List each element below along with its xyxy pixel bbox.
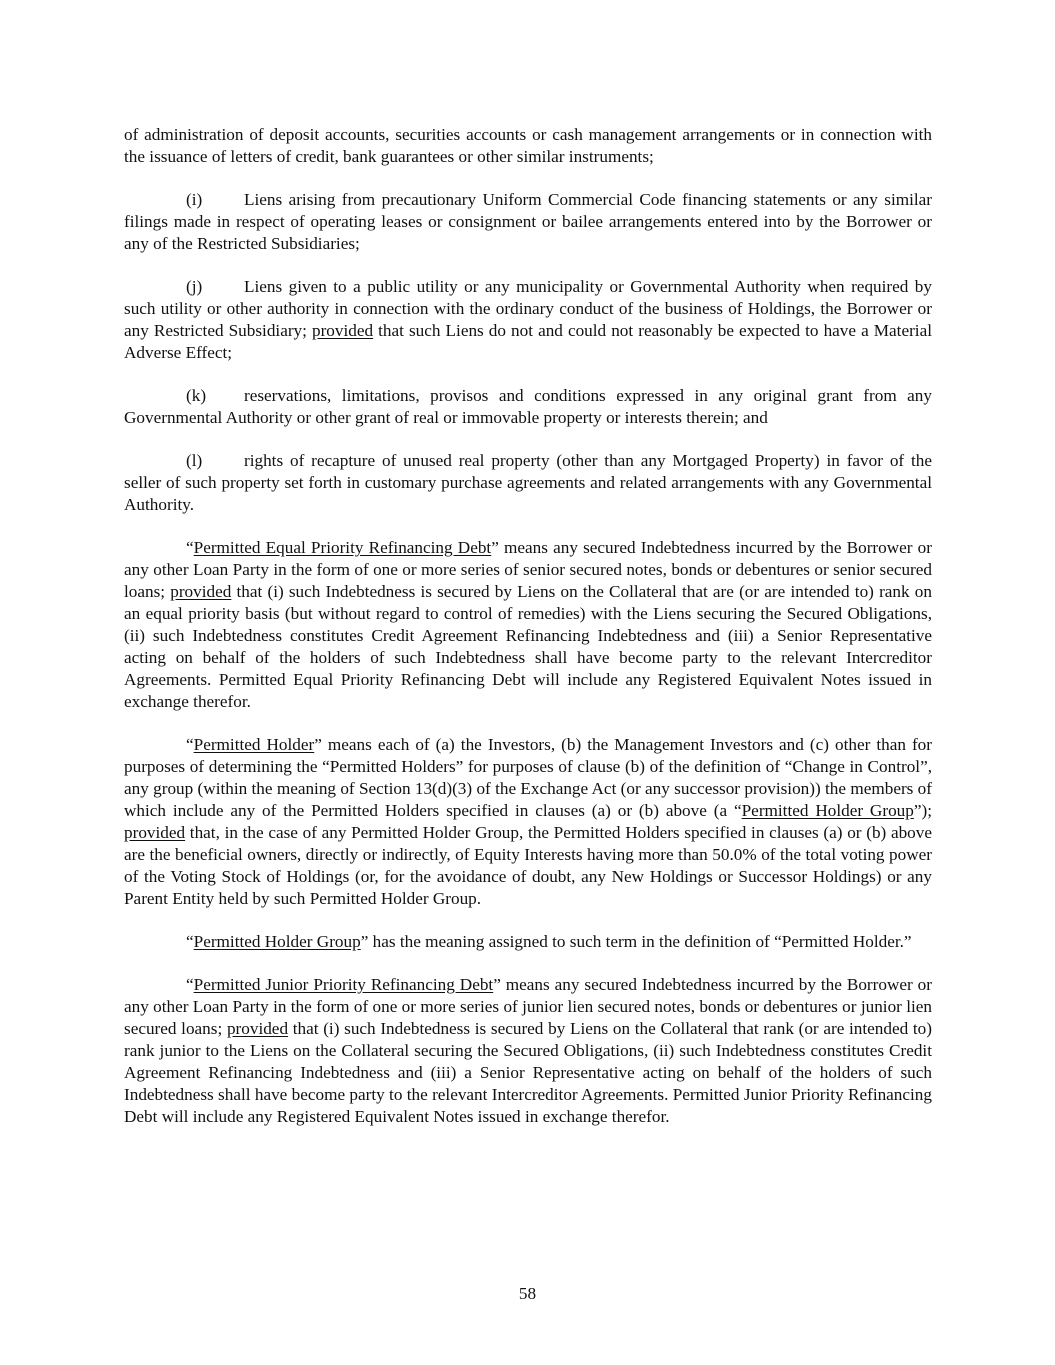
open-quote: “ xyxy=(186,735,194,754)
definition-equal-priority-refinancing-debt xyxy=(124,537,932,713)
clause-k-text: reservations, limitations, provisos and conditions expressed in any original grant from any Governmental Authority or other grant of real or immovable property or interests therein; and xyxy=(124,386,932,427)
clause-l xyxy=(124,450,932,516)
clause-l-number: (l) xyxy=(186,451,203,470)
definition-permitted-holder-group xyxy=(124,931,932,953)
clause-i-text: Liens arising from precautionary Uniform Commercial Code financing statements or any similar filings made in respect of operating leases or consignment or bailee arrangements entered into by the Borrower or any of the Restricted Subsidiaries; xyxy=(124,190,932,253)
clause-k xyxy=(124,385,932,429)
clause-i xyxy=(124,189,932,255)
clause-j-text-2: that such Liens do not and could not reasonably be expected to have a Material Adverse Effect; xyxy=(124,321,932,362)
provided-term: provided xyxy=(124,823,186,842)
open-quote: “ xyxy=(186,975,194,994)
document-page xyxy=(124,124,932,1149)
page-number: 58 xyxy=(518,1284,537,1303)
clause-j xyxy=(124,276,932,364)
definition-text-2: that (i) such Indebtedness is secured by Liens on the Collateral that are (or are intended to) rank on an equal priority basis (but without regard to control of remedies) with the Liens securing the Secured Obligations, (ii) such Indebtedness constitutes Credit Agreement Refinancing Indebtedness and (iii) a Senior Representative acting on behalf of the holders of such Indebtedness shall have become party to the relevant Intercreditor Agreements. Permitted Equal Priority Refinancing Debt will include any Registered Equivalent Notes issued in exchange therefor. xyxy=(124,582,932,711)
definition-text-1: ” means each of (a) the Investors, (b) the Management Investors and (c) other than for purposes of determining the “Permitted Holders” for purposes of clause (b) of the definition of “Change in Control”, any group (within the meaning of Section 13(d)(3) of the Exchange Act (or any successor provision)) the members of which include any of the Permitted Holders specified in clauses (a) or (b) above (a “ xyxy=(124,735,932,820)
open-quote: “ xyxy=(186,538,194,557)
definition-junior-priority-refinancing-debt xyxy=(124,974,932,1128)
defined-term: Permitted Holder Group xyxy=(193,932,361,951)
continuation-paragraph xyxy=(124,124,932,168)
open-quote: “ xyxy=(186,932,194,951)
clause-j-text-1: Liens given to a public utility or any municipality or Governmental Authority when required by such utility or other authority in connection with the ordinary conduct of the business of Holdings, the Borrower or any Restricted Subsidiary; xyxy=(124,277,932,340)
definition-permitted-holder xyxy=(124,734,932,910)
definition-text-1: ” has the meaning assigned to such term in the definition of “Permitted Holder.” xyxy=(360,932,912,951)
defined-term: Permitted Equal Priority Refinancing Debt xyxy=(193,538,492,557)
definition-text-2: that (i) such Indebtedness is secured by Liens on the Collateral that rank (or are intended to) rank junior to the Liens on the Collateral securing the Secured Obligations, (ii) such Indebtedness constitutes Credit Agreement Refinancing Indebtedness and (iii) a Senior Representative acting on behalf of the holders of such Indebtedness shall have become party to the relevant Intercreditor Agreements. Permitted Junior Priority Refinancing Debt will include any Registered Equivalent Notes issued in exchange therefor. xyxy=(124,1019,932,1126)
defined-term: Permitted Holder xyxy=(193,735,315,754)
definition-text-2: ”); xyxy=(913,801,932,820)
provided-term: provided xyxy=(226,1019,289,1038)
definition-text-3: that, in the case of any Permitted Holder Group, the Permitted Holders specified in clauses (a) or (b) above are the beneficial owners, directly or indirectly, of Equity Interests having more than 50.0% of the total voting power of the Voting Stock of Holdings (or, for the avoidance of doubt, any New Holdings or Successor Holdings) or any Parent Entity held by such Permitted Holder Group. xyxy=(124,823,932,908)
defined-term: Permitted Junior Priority Refinancing Debt xyxy=(193,975,494,994)
definition-text-1: ” means any secured Indebtedness incurred by the Borrower or any other Loan Party in the form of one or more series of junior lien secured notes, bonds or debentures or junior lien secured loans; xyxy=(124,975,932,1038)
continuation-text: of administration of deposit accounts, securities accounts or cash management arrangements or in connection with the issuance of letters of credit, bank guarantees or other similar instruments; xyxy=(124,125,932,166)
clause-j-provided: provided xyxy=(311,321,374,340)
clause-j-number: (j) xyxy=(186,277,203,296)
provided-term: provided xyxy=(170,582,232,601)
clause-l-text: rights of recapture of unused real property (other than any Mortgaged Property) in favor of the seller of such property set forth in customary purchase agreements and related arrangements with any Governmental Authority. xyxy=(124,451,932,514)
definition-text-1: ” means any secured Indebtedness incurred by the Borrower or any other Loan Party in the form of one or more series of senior secured notes, bonds or debentures or senior secured loans; xyxy=(124,538,932,601)
group-term: Permitted Holder Group xyxy=(741,801,914,820)
clause-i-number: (i) xyxy=(186,190,203,209)
clause-k-number: (k) xyxy=(186,386,207,405)
